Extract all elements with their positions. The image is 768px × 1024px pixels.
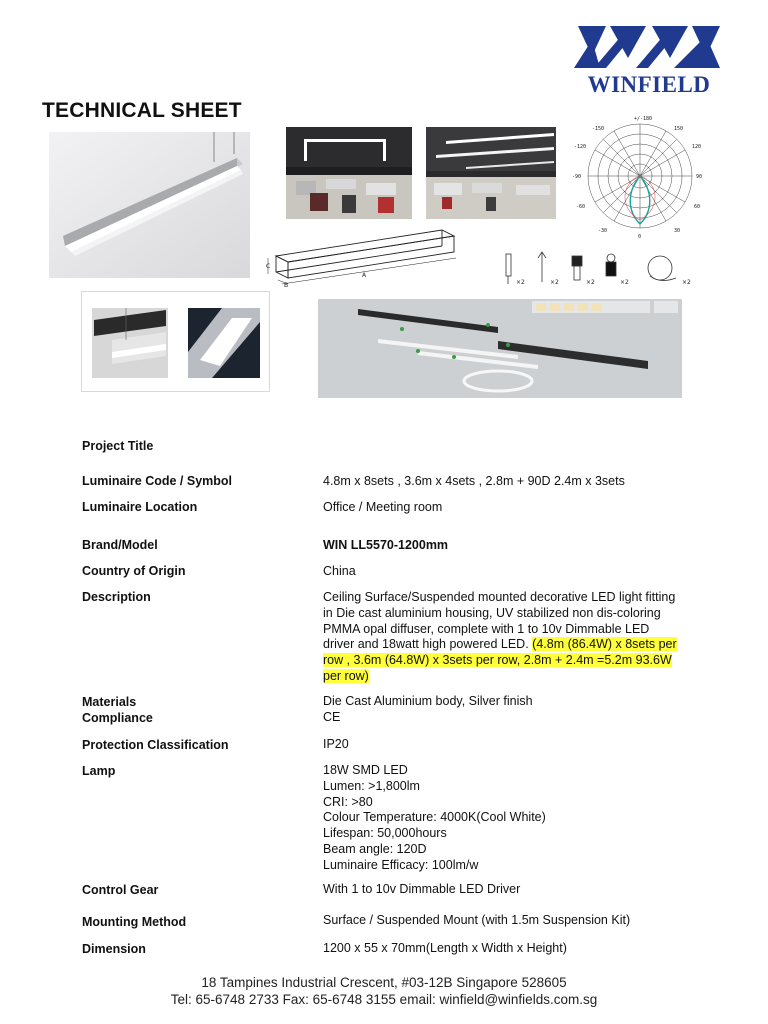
label-protection: Protection Classification (82, 738, 229, 752)
svg-text:×2: ×2 (550, 279, 559, 286)
label-luminaire-code: Luminaire Code / Symbol (82, 474, 233, 488)
footer-contact (0, 974, 768, 1008)
polar-top-label: +/-180 (634, 116, 653, 122)
product-photo (49, 132, 250, 278)
svg-text:×2: ×2 (682, 279, 691, 286)
label-mounting: Mounting Method (82, 915, 187, 929)
lamp-spec-line: Colour Temperature: 4000K(Cool White) (323, 810, 546, 825)
description-line: driver and 18watt high powered LED. (4.8m (86.4W) x 8sets per (323, 637, 677, 652)
dimension-drawing (266, 226, 470, 288)
value-luminaire-location: Office / Meeting room (323, 500, 443, 514)
office-photo-2 (426, 127, 556, 219)
svg-text:×2: ×2 (586, 279, 595, 286)
svg-text:-30: -30 (598, 228, 608, 234)
label-project-title: Project Title (82, 439, 154, 453)
svg-text:-60: -60 (576, 204, 586, 210)
description-line (323, 653, 703, 669)
label-description: Description (82, 590, 151, 604)
value-materials: Die Cast Aluminium body, Silver finish (323, 694, 533, 708)
dim-label-a: A (362, 272, 367, 279)
lamp-spec-line: Lifespan: 50,000hours (323, 826, 447, 841)
description-line: PMMA opal diffuser, complete with 1 to 10v Dimmable LED (323, 621, 650, 636)
label-brand-model: Brand/Model (82, 538, 158, 552)
value-description (323, 590, 703, 685)
value-dimension: 1200 x 55 x 70mm(Length x Width x Height) (323, 941, 567, 955)
svg-text:90: 90 (696, 174, 703, 180)
value-compliance: CE (323, 710, 341, 724)
label-materials: Materials (82, 695, 137, 709)
lamp-spec-line: Beam angle: 120D (323, 841, 427, 856)
dim-label-c: C (266, 263, 271, 270)
label-dimension: Dimension (82, 942, 146, 956)
label-country: Country of Origin (82, 564, 186, 578)
label-compliance: Compliance (82, 711, 153, 725)
label-luminaire-location: Luminaire Location (82, 500, 198, 514)
logo-wordmark: WINFIELD (587, 72, 711, 97)
svg-text:0: 0 (638, 234, 642, 240)
label-lamp: Lamp (82, 764, 116, 778)
value-lamp (323, 763, 703, 874)
svg-text:30: 30 (674, 228, 681, 234)
footer-contacts: Tel: 65-6748 2733 Fax: 65-6748 3155 email: winfield@winfields.com.sg (170, 992, 598, 1007)
highlighted-text: per row) (323, 668, 369, 683)
accessories-strip (500, 248, 700, 290)
accessory-qty: ×2 (516, 279, 525, 286)
value-control-gear: With 1 to 10v Dimmable LED Driver (323, 882, 521, 896)
highlighted-text: (4.8m (86.4W) x 8sets per (532, 637, 677, 652)
value-country: China (323, 564, 356, 578)
exploded-view-diagram (318, 299, 682, 398)
svg-text:-90: -90 (572, 174, 582, 180)
svg-text:150: 150 (674, 126, 684, 132)
value-protection: IP20 (323, 737, 349, 751)
office-photo-1 (286, 127, 412, 219)
description-line (323, 669, 703, 685)
lamp-spec-line: CRI: >80 (323, 794, 373, 809)
dim-label-b: B (284, 282, 289, 288)
description-line: Ceiling Surface/Suspended mounted decorative LED light fitting (323, 590, 676, 604)
value-brand-model: WIN LL5570-1200mm (323, 538, 449, 552)
svg-text:×2: ×2 (620, 279, 629, 286)
value-mounting: Surface / Suspended Mount (with 1.5m Suspension Kit) (323, 913, 631, 927)
label-control-gear: Control Gear (82, 883, 159, 897)
value-luminaire-code: 4.8m x 8sets , 3.6m x 4sets , 2.8m + 90D 2.4m x 3sets (323, 474, 625, 488)
svg-text:120: 120 (692, 144, 702, 150)
footer-address: 18 Tampines Industrial Crescent, #03-12B Singapore 528605 (201, 975, 567, 990)
lamp-spec-line: Lumen: >1,800lm (323, 778, 420, 793)
photometric-diagram (570, 112, 714, 240)
lamp-spec-line: 18W SMD LED (323, 763, 408, 777)
svg-text:-120: -120 (574, 144, 587, 150)
lamp-spec-line: Luminaire Efficacy: 100lm/w (323, 857, 479, 872)
svg-text:60: 60 (694, 204, 701, 210)
highlighted-text: row , 3.6m (64.8W) x 3sets per row, 2.8m + 2.4m =5.2m 93.6W (323, 653, 672, 668)
description-line: in Die cast aluminium housing, UV stabilized non dis-coloring (323, 605, 661, 620)
svg-text:-150: -150 (592, 126, 605, 132)
product-closeup-frame (81, 291, 270, 392)
page-title: TECHNICAL SHEET (42, 99, 242, 122)
